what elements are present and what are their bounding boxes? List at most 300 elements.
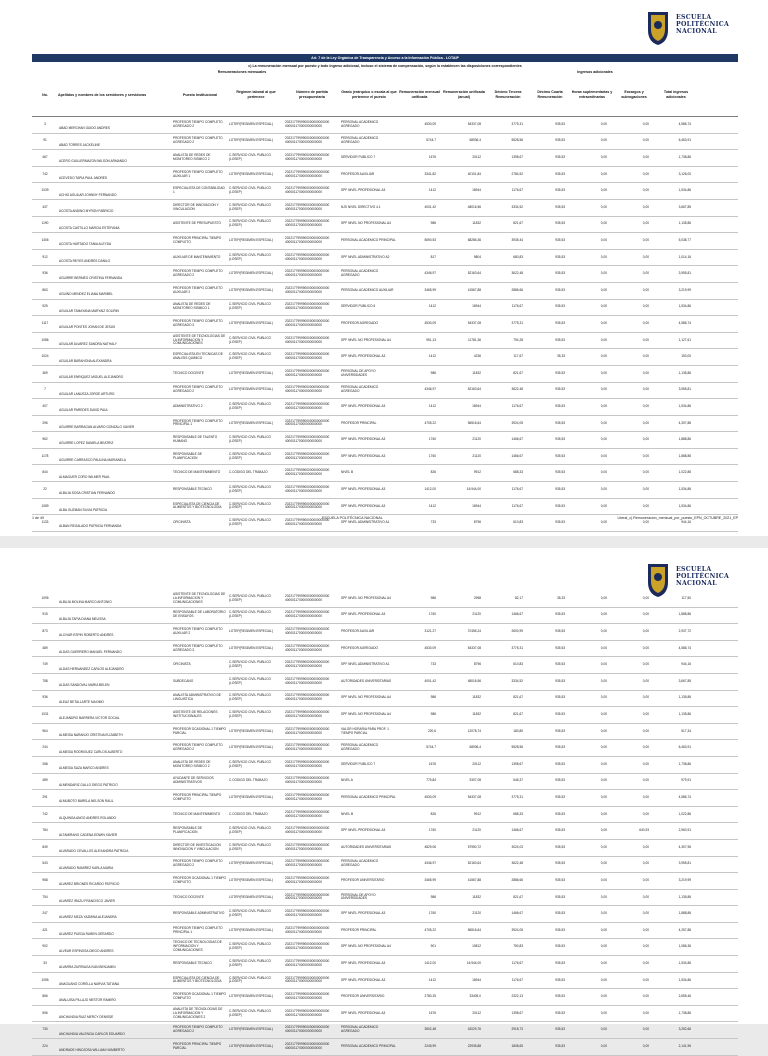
cell-puesto-institucional: AUXILIAR DE MANTENIMIENTO: [173, 254, 221, 259]
cell-total-ingresos: 4,586,74: [678, 320, 691, 325]
cell-total-ingresos: 3,219,99: [678, 287, 691, 292]
cell-puesto-institucional: PROFESOR TIEMPO COMPLETO AUXILIAR 2: [173, 285, 223, 294]
group-ingresos: Ingresos adicionales: [452, 70, 738, 75]
cell-remuneracion-anual: 16944: [472, 977, 481, 982]
cell-employee-name: ALVARADO CEVALLOS ALEXANDRA PATRICIA: [59, 849, 129, 854]
cell-total-ingresos: 3,252,66: [678, 1027, 691, 1032]
cell-row-number: 1133: [41, 520, 49, 525]
cell-employee-name: AGUILAR LANUSZA JORGE ARTURO: [59, 391, 115, 396]
cell-row-number: 849: [42, 844, 48, 849]
cell-puesto-institucional: PROFESOR TIEMPO COMPLETO AGREGADO 2: [173, 385, 223, 394]
cell-puesto-institucional: ESPECIALISTA DE CIENCIA DE ALIMENTOS Y BIOTECNOLOGIA: [173, 501, 222, 510]
cell-remuneracion-anual: 33405,0: [469, 994, 481, 999]
cell-remuneracion-anual: 54337,08: [467, 320, 481, 325]
cell-remuneracion-anual: 10812: [472, 944, 481, 949]
cell-decimo-cuarta: 935,53: [555, 994, 565, 999]
cell-partida-presupuestaria: 2022177999900000000000000 400001170000000000000: [285, 169, 330, 178]
col-regimen: Régimen laboral al que pertenece: [236, 90, 276, 99]
cell-encargos: 0,00: [642, 662, 649, 667]
cell-total-ingresos: 1,127,61: [678, 337, 691, 342]
cell-decimo-tercera: 3622,48: [511, 387, 523, 392]
cell-puesto-institucional: TECNICO DE MANTENIMIENTO: [173, 811, 221, 816]
cell-total-ingresos: 3,955,81: [678, 271, 691, 276]
cell-horas-extra: 0,00: [600, 287, 607, 292]
cell-remuneracion-mensual: 901: [430, 944, 436, 949]
cell-puesto-institucional: ASISTENTE DE RELACIONES INSTITUCIONALES: [173, 710, 218, 718]
cell-partida-presupuestaria: 2022177999900000000000000 400001170000000000000: [285, 352, 330, 361]
cell-partida-presupuestaria: 2022177999900000000000000 400001170000000000000: [285, 1025, 330, 1034]
cell-puesto-institucional: ANALISTA DE TECNOLOGIAS DE LA INFORMACION Y COMUNICACIONES 2: [173, 1006, 223, 1019]
cell-employee-name: ALMEIDA NARANJO CRISTINA ELIZABETH: [59, 732, 123, 737]
cell-regimen-laboral: LOTEP(REGIMEN ESPECIAL): [229, 171, 273, 176]
cell-total-ingresos: 2,141,96: [678, 1043, 691, 1048]
cell-partida-presupuestaria: 2022177999900000000000000 400001170000000000000: [285, 942, 330, 951]
cell-puesto-institucional: RESPONSABLE DE PLANIFICACION: [173, 451, 203, 460]
cell-puesto-institucional: PROFESOR OCASIONAL 1 TIEMPO COMPLETO: [173, 875, 226, 884]
cell-remuneracion-anual: 16.944,00: [466, 960, 481, 965]
page-number: 1 de 49: [32, 516, 44, 520]
cell-partida-presupuestaria: 2022177999900000000000000 400001170000000000000: [285, 892, 330, 901]
table-header: [32, 74, 738, 117]
cell-decimo-tercera: 680,83: [513, 254, 523, 259]
cell-horas-extra: 0,00: [600, 271, 607, 276]
cell-remuneracion-anual: 56516,64: [467, 420, 481, 425]
cell-total-ingresos: 2,937,72: [678, 629, 691, 634]
cell-puesto-institucional: ANALISTA DE REDES DE MONITOREO SISMICO 2: [173, 759, 211, 768]
cell-regimen-laboral: LOTEP(REGIMEN ESPECIAL): [229, 745, 273, 750]
cell-horas-extra: 0,00: [600, 204, 607, 209]
cell-regimen-laboral: C.SERVICIO CIVIL PUBLICO (LOSEP): [229, 335, 271, 344]
cell-encargos: 0,00: [642, 927, 649, 932]
cell-remuneracion-anual: 21120: [472, 437, 481, 442]
cell-puesto-institucional: TECNICO DOCENTE: [173, 894, 204, 899]
cell-partida-presupuestaria: 2022177999900000000000000 400001170000000000000: [285, 285, 330, 294]
cell-partida-presupuestaria: 2022177999900000000000000 400001170000000000000: [285, 593, 330, 602]
cell-decimo-cuarta: 935,53: [555, 486, 565, 491]
cell-encargos: 0,00: [642, 977, 649, 982]
cell-horas-extra: 0,00: [600, 254, 607, 259]
cell-remuneracion-mensual: 1676: [428, 1010, 436, 1015]
cell-encargos: 0,00: [642, 629, 649, 634]
cell-row-number: 407: [42, 403, 48, 408]
cell-encargos: 0,00: [642, 238, 649, 242]
cell-decimo-tercera: 1466,67: [511, 828, 523, 833]
cell-row-number: 964: [42, 728, 48, 733]
cell-regimen-laboral: LOTEP(REGIMEN ESPECIAL): [229, 1043, 273, 1048]
cell-remuneracion-mensual: 4530,09: [424, 645, 436, 650]
cell-regimen-laboral: C.SERVICIO CIVIL PUBLICO (LOSEP): [229, 826, 271, 835]
cell-decimo-tercera: 3924,05: [511, 420, 523, 425]
cell-grado-jerarquico: SPF NIVEL PROFESIONAL A3: [341, 503, 386, 508]
cell-horas-extra: 0,00: [600, 520, 607, 525]
cell-employee-name: ALDAS SANDOVAL MARIA BELEN: [59, 683, 110, 688]
cell-total-ingresos: 2,655,46: [678, 994, 691, 999]
cell-grado-jerarquico: PERSONAL ACADEMICO AGREGADO: [341, 269, 379, 278]
cell-puesto-institucional: PROFESOR TIEMPO COMPLETO PRINCIPAL 1: [173, 418, 223, 427]
cell-puesto-institucional: PROFESOR PRINCIPAL TIEMPO COMPLETO: [173, 236, 222, 244]
col-name: Apellidos y nombres de los servidores y servidoras: [58, 92, 147, 97]
cell-horas-extra: 0,00: [600, 778, 607, 783]
cell-total-ingresos: 153,00: [681, 354, 691, 359]
table-row: [32, 300, 738, 317]
cell-partida-presupuestaria: 2022177999900000000000000 400001170000000000000: [285, 435, 330, 444]
cell-regimen-laboral: C.SERVICIO CIVIL PUBLICO (LOSEP): [229, 252, 271, 261]
cell-total-ingresos: 3,667,85: [678, 678, 691, 683]
cell-puesto-institucional: OFICINISTA: [173, 662, 191, 667]
cell-encargos: 0,00: [642, 960, 649, 965]
cell-row-number: 1406: [41, 238, 49, 242]
cell-total-ingresos: 1,534,86: [678, 960, 691, 965]
cell-total-ingresos: 4,586,74: [678, 121, 691, 126]
cell-puesto-institucional: RESPONSABLE TECNICO: [173, 486, 212, 491]
cell-grado-jerarquico: SPF NIVEL PROFESIONAL A3: [341, 1010, 386, 1015]
cell-regimen-laboral: C.SERVICIO CIVIL PUBLICO (LOSEP): [229, 693, 271, 702]
cell-horas-extra: 0,00: [600, 403, 607, 408]
cell-decimo-tercera: 2918,73: [511, 1027, 523, 1032]
cell-horas-extra: 0,00: [600, 486, 607, 491]
cell-horas-extra: 0,00: [600, 877, 607, 882]
cell-total-ingresos: 1,534,86: [678, 403, 691, 408]
cell-puesto-institucional: ESPECIALISTA EN TECNICAS DE ANALISIS QUIMICO: [173, 352, 223, 361]
cell-grado-jerarquico: SPF NIVEL PROFESIONAL A3: [341, 911, 386, 916]
cell-partida-presupuestaria: 2022177999900000000000000 400001170000000000000: [285, 368, 330, 377]
cell-encargos: 0,00: [642, 470, 649, 475]
cell-puesto-institucional: ANALISTA DE REDES DE MONITOREO SISMICO 1: [173, 302, 211, 311]
cell-row-number: 296: [42, 420, 48, 425]
cell-regimen-laboral: C.CODIGO DEL TRABAJO: [229, 811, 268, 816]
cell-decimo-cuarta: 35,33: [557, 354, 565, 359]
cell-employee-name: ALBA GUZMAN SILVIA PATRICIA: [59, 507, 108, 512]
cell-remuneracion-mensual: 3121,27: [424, 629, 436, 634]
cell-partida-presupuestaria: 2022177999900000000000000 400001170000000000000: [285, 627, 330, 635]
cell-decimo-tercera: 1176,67: [511, 960, 523, 965]
cell-total-ingresos: 944,16: [681, 520, 691, 525]
cell-remuneracion-mensual: 1676: [428, 155, 436, 160]
cell-decimo-cuarta: 935,53: [555, 1027, 565, 1032]
cell-decimo-tercera: 3775,31: [511, 121, 523, 126]
cell-encargos: 0,00: [642, 778, 649, 783]
cell-decimo-cuarta: 935,53: [555, 254, 565, 259]
cell-employee-name: ALBUJA SOSA CRISTIAN FERNANDO: [59, 491, 115, 496]
cell-encargos: 0,00: [642, 678, 649, 683]
cell-employee-name: ALVAREZ BRIONES RICARDO PATRICIO: [59, 882, 120, 887]
cell-grado-jerarquico: AUTORIDADES UNIVERSITARIAS: [341, 678, 392, 683]
cell-total-ingresos: 1,086,36: [678, 944, 691, 949]
cell-partida-presupuestaria: 2022177999900000000000000 400001170000000000000: [285, 335, 330, 344]
cell-employee-name: ACOSTA REYES ANDRES DANILO: [59, 258, 111, 263]
cell-row-number: 91: [43, 138, 47, 143]
cell-horas-extra: 0,00: [600, 171, 607, 176]
cell-remuneracion-anual: 12078,74: [467, 728, 481, 733]
cell-total-ingresos: 4,307,96: [678, 844, 691, 849]
cell-decimo-tercera: 5528,56: [511, 745, 523, 750]
cell-row-number: 912: [42, 254, 48, 259]
cell-horas-extra: 0,00: [600, 221, 607, 226]
cell-remuneracion-anual: 11832: [472, 370, 481, 375]
table-row: [32, 283, 738, 300]
cell-remuneracion-anual: 16.944,00: [466, 486, 481, 491]
cell-employee-name: ALBUJA TAPIA DIANA MELISSA: [59, 616, 106, 621]
group-remuneraciones: Remuneraciones mensuales: [32, 70, 452, 75]
table-row: [32, 217, 738, 234]
cell-horas-extra: 0,00: [600, 453, 607, 458]
cell-row-number: 915: [42, 612, 48, 617]
cell-remuneracion-anual: 48016,56: [467, 678, 481, 683]
cell-puesto-institucional: PROFESOR TIEMPO COMPLETO AGREGADO 2: [173, 1025, 223, 1034]
cell-regimen-laboral: LOTEP(REGIMEN ESPECIAL): [229, 370, 273, 375]
cell-employee-name: ANALUISA PILLAJO NESTOR RAMIRO: [59, 998, 116, 1003]
cell-puesto-institucional: PROFESOR TIEMPO COMPLETO PRINCIPAL 1: [173, 925, 223, 934]
cell-total-ingresos: 1,022,86: [678, 811, 691, 816]
cell-employee-name: ALDAS GUERRERO MANUEL FERNANDO: [59, 649, 122, 654]
cell-grado-jerarquico: SPF NIVEL PROFESIONAL A3: [341, 188, 386, 193]
cell-grado-jerarquico: PERSONAL ACADEMICO AGREGADO: [341, 136, 379, 145]
cell-employee-name: ALVARRA ZURRIAGA IVAN BENJAMIN: [59, 965, 116, 970]
cell-decimo-tercera: 3924,05: [511, 927, 523, 932]
cell-employee-name: ALBUJA MOLINA MARCO ANTONIO: [59, 600, 112, 605]
cell-remuneracion-anual: 11832: [472, 695, 481, 700]
cell-employee-name: ALEJANDRO BARRERA VICTOR SOCIAL: [59, 716, 120, 721]
cell-decimo-tercera: 688,33: [513, 811, 523, 816]
cell-total-ingresos: 1,888,86: [678, 911, 691, 916]
cell-employee-name: ALBAN REGALADO PATRICIA FERNANDA: [59, 524, 122, 529]
table-row: [32, 989, 738, 1006]
cell-remuneracion-anual: 9804: [473, 254, 481, 259]
cell-total-ingresos: 1,738,86: [678, 761, 691, 766]
cell-remuneracion-mensual: 826: [430, 470, 436, 475]
table-row: [32, 641, 738, 658]
table-row: [32, 657, 738, 674]
cell-remuneracion-anual: 11832: [472, 894, 481, 899]
cell-row-number: 696: [42, 1010, 48, 1015]
cell-employee-name: ANCHUNDIA RUIZ MERCY DENISSE: [59, 1015, 114, 1020]
cell-row-number: 936: [42, 271, 48, 276]
cell-decimo-cuarta: 935,53: [555, 204, 565, 209]
cell-row-number: 291: [42, 794, 48, 799]
cell-employee-name: AGUINO MENDEZ ELIANA MARIBEL: [59, 292, 113, 297]
cell-employee-name: ACOSTA CASTILLO MARCIA ESTEFANIA: [59, 225, 120, 230]
cell-decimo-cuarta: 935,53: [555, 861, 565, 866]
cell-encargos: 0,00: [642, 612, 649, 617]
cell-decimo-tercera: 3775,31: [511, 645, 523, 650]
cell-employee-name: AGUIRRE CARRASCO PAULINA MARIANELA: [59, 458, 126, 463]
cell-decimo-tercera: 688,33: [513, 470, 523, 475]
cell-remuneracion-mensual: 1412: [428, 304, 436, 309]
cell-decimo-tercera: 1176,67: [511, 486, 523, 491]
table-row: [32, 333, 738, 350]
cell-partida-presupuestaria: 2022177999900000000000000 400001170000000000000: [285, 401, 330, 410]
cell-horas-extra: 0,00: [600, 695, 607, 700]
cell-employee-name: AGUILAR ALVAREZ SANDRA NATHALY: [59, 341, 117, 346]
cell-decimo-tercera: 3622,48: [511, 861, 523, 866]
document-page-2: [0, 548, 768, 1053]
cell-row-number: 489: [42, 645, 48, 650]
cell-grado-jerarquico: PERSONAL ACADEMICO AGREGADO: [341, 119, 379, 128]
cell-total-ingresos: 1,135,86: [678, 370, 691, 375]
col-horas: Horas suplementarias y extraordinarias: [571, 90, 613, 99]
cell-puesto-institucional: PROFESOR TIEMPO COMPLETO AGREGADO 2: [173, 743, 223, 752]
cell-regimen-laboral: C.SERVICIO CIVIL PUBLICO (LOSEP): [229, 501, 271, 510]
cell-total-ingresos: 1,135,86: [678, 894, 691, 899]
cell-remuneracion-anual: 20112: [472, 155, 481, 160]
cell-total-ingresos: 3,126,00: [678, 171, 691, 176]
cell-row-number: 3: [44, 121, 46, 126]
cell-decimo-tercera: 1176,67: [511, 188, 523, 193]
cell-decimo-cuarta: 935,53: [555, 794, 565, 799]
cell-encargos: 0,00: [642, 645, 649, 650]
cell-row-number: 1086: [41, 337, 49, 342]
table-row: [32, 117, 738, 134]
cell-row-number: 754: [42, 894, 48, 899]
cell-remuneracion-mensual: 986: [430, 695, 436, 700]
cell-total-ingresos: 3,667,85: [678, 204, 691, 209]
cell-remuneracion-anual: 2958: [473, 595, 481, 600]
cell-partida-presupuestaria: 2022177999900000000000000 400001170000000000000: [285, 743, 330, 752]
cell-partida-presupuestaria: 2022177999900000000000000 400001170000000000000: [285, 975, 330, 984]
cell-row-number: 268: [42, 761, 48, 766]
cell-grado-jerarquico: PROFESOR PRINCIPAL: [341, 420, 377, 425]
cell-encargos: 0,00: [642, 861, 649, 866]
cell-decimo-cuarta: 935,53: [555, 612, 565, 617]
literal-subtitle: c) La remuneración mensual por puesto y todo ingreso adicional, incluso el sistema de compensación, según lo establecen las disposiciones correspondientes: [32, 63, 738, 71]
cell-regimen-laboral: LOTEP(REGIMEN ESPECIAL): [229, 320, 273, 325]
cell-regimen-laboral: LOTEP(REGIMEN ESPECIAL): [229, 271, 273, 276]
table-row: [32, 482, 738, 499]
cell-decimo-cuarta: 935,53: [555, 271, 565, 276]
cell-encargos: 0,00: [642, 221, 649, 226]
table-row: [32, 807, 738, 824]
cell-decimo-tercera: 610,83: [513, 520, 523, 525]
cell-encargos: 0,00: [642, 1043, 649, 1048]
cell-decimo-cuarta: 935,53: [555, 678, 565, 683]
cell-remuneracion-mensual: 3341,82: [424, 171, 436, 176]
cell-partida-presupuestaria: 2022177999900000000000000 400001170000000000000: [285, 676, 330, 685]
cell-grado-jerarquico: PROFESOR AUXILIAR: [341, 171, 375, 176]
cell-encargos: 0,00: [642, 1010, 649, 1015]
cell-puesto-institucional: PROFESOR TIEMPO COMPLETO AUXILIAR 2: [173, 627, 223, 635]
cell-grado-jerarquico: PERSONAL ACADEMICO AGREGADO: [341, 385, 379, 394]
cell-partida-presupuestaria: 2022177999900000000000000 400001170000000000000: [285, 842, 330, 851]
cell-regimen-laboral: C.SERVICIO CIVIL PUBLICO (LOSEP): [229, 710, 271, 718]
cell-grado-jerarquico: SPF NIVEL NO PROFESIONAL A4: [341, 221, 391, 226]
cell-grado-jerarquico: PROFESOR AGREGADO: [341, 320, 379, 325]
cell-decimo-tercera: 1466,67: [511, 612, 523, 617]
table-row: [32, 608, 738, 625]
cell-regimen-laboral: LOTEP(REGIMEN ESPECIAL): [229, 728, 273, 733]
cell-encargos: 0,00: [642, 994, 649, 999]
cell-partida-presupuestaria: 2022177999900000000000000 400001170000000000000: [285, 826, 330, 835]
cell-decimo-cuarta: 935,53: [555, 778, 565, 783]
cell-remuneracion-anual: 21120: [472, 453, 481, 458]
cell-grado-jerarquico: PERSONAL ACADEMICO AGREGADO: [341, 1025, 379, 1034]
cell-partida-presupuestaria: 2022177999900000000000000 400001170000000000000: [285, 252, 330, 261]
cell-regimen-laboral: LOTEP(REGIMEN ESPECIAL): [229, 877, 273, 882]
cell-grado-jerarquico: SPF NIVEL NO PROFESIONAL A4: [341, 337, 391, 342]
cell-grado-jerarquico: PROFESOR UNIVERSITARIO: [341, 877, 385, 882]
cell-encargos: 0,00: [642, 728, 649, 733]
cell-remuneracion-anual: 68286,36: [467, 238, 481, 242]
table-row: [32, 316, 738, 333]
cell-employee-name: ALVARADO RAMIREZ KARLA MARIA: [59, 865, 114, 870]
cell-regimen-laboral: C.SERVICIO CIVIL PUBLICO (LOSEP): [229, 909, 271, 918]
cell-puesto-institucional: PROFESOR PRINCIPAL TIEMPO COMPLETO: [173, 793, 222, 801]
cell-horas-extra: 0,00: [600, 238, 607, 242]
cell-horas-extra: 0,00: [600, 420, 607, 425]
cell-horas-extra: 0,00: [600, 794, 607, 799]
cell-row-number: 1178: [41, 453, 49, 458]
cell-regimen-laboral: C.SERVICIO CIVIL PUBLICO (LOSEP): [229, 186, 271, 195]
col-encargos: Encargos y subrogaciones: [621, 90, 647, 99]
cell-partida-presupuestaria: 2022177999900000000000000 400001170000000000000: [285, 136, 330, 145]
cell-grado-jerarquico: PERSONAL DE APOYO UNIVERSIDADES: [341, 892, 376, 901]
cell-employee-name: AGUILAR PONTES JOHAN DE JESUS: [59, 325, 116, 330]
cell-puesto-institucional: DIRECTOR DE INNOVACION Y VINCULACION: [173, 202, 219, 211]
cell-partida-presupuestaria: 2022177999900000000000000 400001170000000000000: [285, 119, 330, 128]
cell-decimo-cuarta: 935,53: [555, 387, 565, 392]
cell-puesto-institucional: DIRECTOR DE INVESTIGACION INNOVACION Y VINCULACION: [173, 842, 221, 851]
table-row: [32, 973, 738, 990]
table-row: [32, 449, 738, 466]
cell-total-ingresos: 1,135,86: [678, 221, 691, 226]
cell-row-number: 902: [42, 944, 48, 949]
cell-encargos: 0,00: [642, 437, 649, 442]
cell-horas-extra: 0,00: [600, 645, 607, 650]
cell-remuneracion-anual: 52163,64: [467, 861, 481, 866]
cell-decimo-tercera: 3775,31: [511, 794, 523, 799]
cell-puesto-institucional: ASISTENTE DE TECNOLOGIAS DE LA INFORMACION Y COMUNICACIONES: [173, 591, 226, 604]
cell-decimo-tercera: 1176,67: [511, 403, 523, 408]
cell-remuneracion-mensual: 1412: [428, 403, 436, 408]
cell-total-ingresos: 1,534,86: [678, 503, 691, 508]
cell-puesto-institucional: RESPONSABLE DE PLANIFICACION: [173, 826, 203, 835]
cell-horas-extra: 0,00: [600, 977, 607, 982]
cell-horas-extra: 0,00: [600, 121, 607, 126]
table-row: [32, 349, 738, 366]
cell-decimo-tercera: 117,67: [513, 354, 523, 359]
cell-row-number: 543: [42, 861, 48, 866]
cell-partida-presupuestaria: 2022177999900000000000000 400001170000000000000: [285, 219, 330, 228]
cell-regimen-laboral: LOTEP(REGIMEN ESPECIAL): [229, 629, 273, 634]
cell-remuneracion-anual: 68936,4: [469, 138, 481, 143]
cell-decimo-cuarta: 935,53: [555, 960, 565, 965]
cell-total-ingresos: 4,307,88: [678, 420, 691, 425]
logo-text: ESCUELA POLITÉCNICA NACIONAL: [676, 14, 730, 36]
cell-grado-jerarquico: PERSONAL DE APOYO UNIVERSIDADES: [341, 368, 376, 377]
cell-partida-presupuestaria: 2022177999900000000000000 400001170000000000000: [285, 501, 330, 510]
cell-horas-extra: 0,00: [600, 1043, 607, 1048]
cell-regimen-laboral: LOTEP(REGIMEN ESPECIAL): [229, 894, 273, 899]
cell-remuneracion-anual: 16944: [472, 503, 481, 508]
cell-total-ingresos: 1,534,86: [678, 486, 691, 491]
cell-decimo-tercera: 1176,67: [511, 304, 523, 309]
cell-remuneracion-mensual: 220,6: [428, 728, 436, 733]
cell-partida-presupuestaria: 2022177999900000000000000 400001170000000000000: [285, 859, 330, 868]
cell-grado-jerarquico: SPF NIVEL PROFESIONAL A3: [341, 354, 386, 359]
cell-total-ingresos: 1,135,86: [678, 695, 691, 700]
cell-decimo-tercera: 1466,67: [511, 453, 523, 458]
cell-remuneracion-mensual: 1412: [428, 354, 436, 359]
cell-remuneracion-mensual: 1760: [428, 828, 436, 833]
cell-grado-jerarquico: SPF NIVEL PROFESIONAL A3: [341, 960, 386, 965]
cell-horas-extra: 0,00: [600, 828, 607, 833]
cell-decimo-cuarta: 935,53: [555, 728, 565, 733]
cell-remuneracion-mensual: 4705,22: [424, 927, 436, 932]
cell-remuneracion-anual: 11781,36: [467, 337, 481, 342]
cell-row-number: 437: [42, 204, 48, 209]
cell-horas-extra: 0,00: [600, 370, 607, 375]
cell-decimo-cuarta: 935,53: [555, 877, 565, 882]
cell-partida-presupuestaria: 2022177999900000000000000 400001170000000000000: [285, 418, 330, 427]
